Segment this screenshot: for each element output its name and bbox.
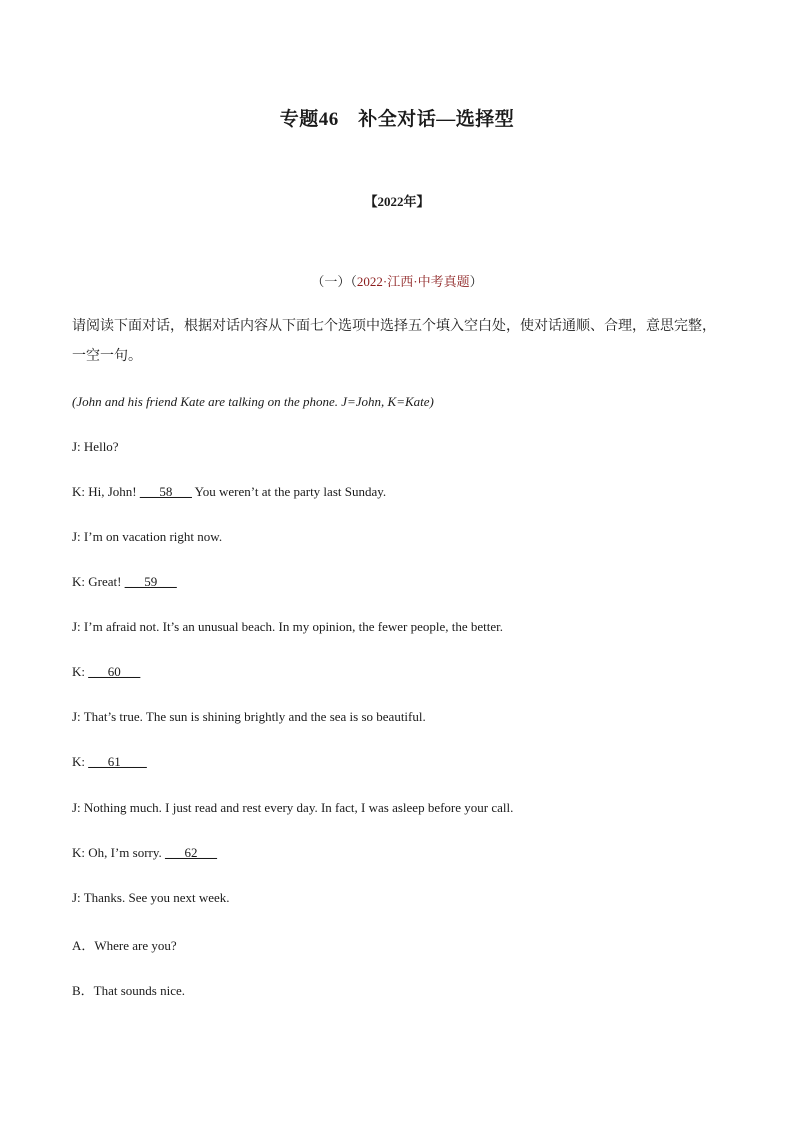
line-text: Nothing much. I just read and rest every day. In fact, I was asleep before your call. [83, 800, 514, 815]
answer-blank: ___60___ [88, 664, 141, 679]
line-text: Hello? [83, 439, 119, 454]
speaker: K: [72, 754, 85, 769]
dialog-intro: (John and his friend Kate are talking on the phone. J=John, K=Kate) [72, 394, 434, 409]
answer-blank: ___62___ [165, 845, 218, 860]
speaker: J: [72, 619, 81, 634]
answer-blank: ___59___ [124, 574, 177, 589]
dialog-line [72, 890, 230, 906]
line-text-after: You weren’t at the party last Sunday. [191, 484, 387, 499]
speaker: K: [72, 574, 85, 589]
speaker: J: [72, 439, 81, 454]
option-text: That sounds nice. [93, 983, 186, 998]
line-text: Hi, John! [88, 484, 140, 499]
speaker: J: [72, 800, 81, 815]
dialog-line [72, 709, 426, 725]
line-text: I’m on vacation right now. [83, 529, 223, 544]
section-suffix: ） [469, 274, 483, 289]
dialog-line [72, 619, 503, 635]
dialog-line [72, 439, 119, 455]
option-letter: B． [72, 983, 94, 998]
section-heading [0, 271, 794, 290]
line-text: I’m afraid not. It’s an unusual beach. In my opinion, the fewer people, the better. [83, 619, 504, 634]
line-text: Great! [88, 574, 125, 589]
line-text: Thanks. See you next week. [83, 890, 230, 905]
speaker: K: [72, 845, 85, 860]
option-letter: A． [72, 938, 95, 953]
dialog-line [72, 845, 217, 861]
speaker: K: [72, 664, 85, 679]
dialog-line [72, 754, 147, 770]
option-item [72, 980, 185, 999]
speaker: J: [72, 529, 81, 544]
answer-blank: ___58___ [139, 484, 192, 499]
line-text: That’s true. The sun is shining brightly and the sea is so beautiful. [83, 709, 426, 724]
option-item [72, 935, 177, 954]
instructions: 请阅读下面对话，根据对话内容从下面七个选项中选择五个填入空白处，使对话通顺、合理，意思完整，一空一句。 [72, 319, 716, 364]
line-text: Oh, I’m sorry. [88, 845, 166, 860]
dialog-line [72, 800, 513, 816]
year-heading: 【2022年】 [364, 194, 430, 209]
speaker: J: [72, 890, 81, 905]
section-source: 2022·江西·中考真题 [356, 274, 470, 289]
dialog-line [72, 529, 222, 545]
section-prefix: （一）（ [311, 274, 357, 289]
option-text: Where are you? [94, 938, 177, 953]
page-title: 专题46 补全对话—选择型 [279, 109, 515, 130]
speaker: J: [72, 709, 81, 724]
dialog-line [72, 664, 140, 680]
speaker: K: [72, 484, 85, 499]
dialog-line [72, 484, 386, 500]
answer-blank: ___61____ [88, 754, 147, 769]
dialog-line [72, 574, 177, 590]
